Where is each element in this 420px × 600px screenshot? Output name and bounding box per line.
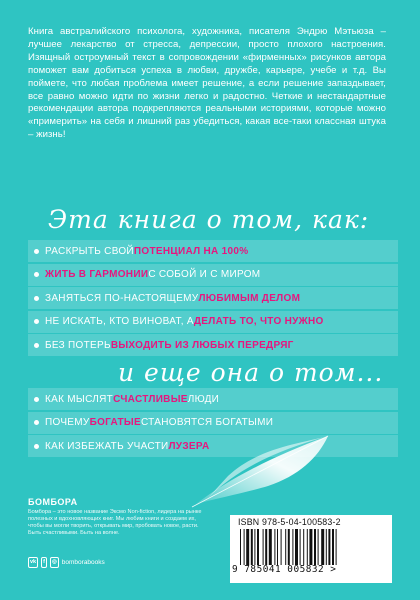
bullet-icon	[34, 343, 39, 348]
list-item: РАСКРЫТЬ СВОЙ ПОТЕНЦИАЛ НА 100%	[28, 240, 398, 262]
barcode-icon	[240, 529, 382, 565]
bullet-icon	[34, 444, 39, 449]
feather-icon	[188, 428, 338, 508]
list-item: БЕЗ ПОТЕРЬ ВЫХОДИТЬ ИЗ ЛЮБЫХ ПЕРЕДРЯГ	[28, 334, 398, 356]
bullet-icon	[34, 249, 39, 254]
publisher-description: Бомбора – это новое название Эксмо Non-fiction, лидера на рынке полезных и вдохновляющих книг. Мы любим книги и создаем их, чтобы вы могли творить, открывать мир, пробовать новое, расти. Быть счастливыми. Быть на волне.	[28, 509, 202, 536]
benefits-list	[28, 240, 398, 358]
isbn-label: ISBN 978-5-04-100583-2	[238, 517, 341, 527]
bullet-icon	[34, 272, 39, 277]
social-handle: bomborabooks	[61, 559, 105, 566]
bullet-icon	[34, 319, 39, 324]
list-item: НЕ ИСКАТЬ, КТО ВИНОВАТ, А ДЕЛАТЬ ТО, ЧТО НУЖНО	[28, 311, 398, 333]
list-item: КАК ИЗБЕЖАТЬ УЧАСТИ ЛУЗЕРА	[28, 435, 398, 457]
bullet-icon	[34, 296, 39, 301]
instagram-icon: ◎	[50, 557, 59, 568]
list-item: ЗАНЯТЬСЯ ПО-НАСТОЯЩЕМУ ЛЮБИМЫМ ДЕЛОМ	[28, 287, 398, 309]
bullet-icon	[34, 420, 39, 425]
vk-icon: vk	[28, 557, 38, 568]
social-links	[28, 557, 105, 568]
publisher-logo: БОМБОРА	[28, 497, 78, 507]
heading-and-also: и еще она о том...	[118, 358, 384, 387]
list-item: ПОЧЕМУ БОГАТЫЕ СТАНОВЯТСЯ БОГАТЫМИ	[28, 412, 398, 434]
intro-text: Книга австралийского психолога, художника, писателя Эндрю Мэтьюза – лучшее лекарство от стресса, депрессии, просто плохого настроения. Изящный остроумный текст в сопровождении «фирменных» рисунков автора поможет вам добиться успеха в любви, дружбе, карьере, учебе и т.д. Вы поймете, что любая проблема имеет решение, а если решение запаздывает, все равно можно идти по жизни легко и радостно. Четкие и нестандартные рекомендации автора подкрепляются реальными историями, которые можно «примерить» на себя и лишний раз убедиться, какая все-таки классная штука – жизнь!	[28, 26, 386, 141]
list-item: ЖИТЬ В ГАРМОНИИ С СОБОЙ И С МИРОМ	[28, 264, 398, 286]
barcode-digits: 9 785041 005832 >	[232, 564, 337, 575]
fb-icon: f	[41, 557, 47, 568]
bullet-icon	[34, 397, 39, 402]
list-item: КАК МЫСЛЯТ СЧАСТЛИВЫЕ ЛЮДИ	[28, 388, 398, 410]
heading-this-book-about: Эта книга о том, как:	[48, 205, 370, 234]
isbn-barcode-box	[230, 515, 392, 583]
